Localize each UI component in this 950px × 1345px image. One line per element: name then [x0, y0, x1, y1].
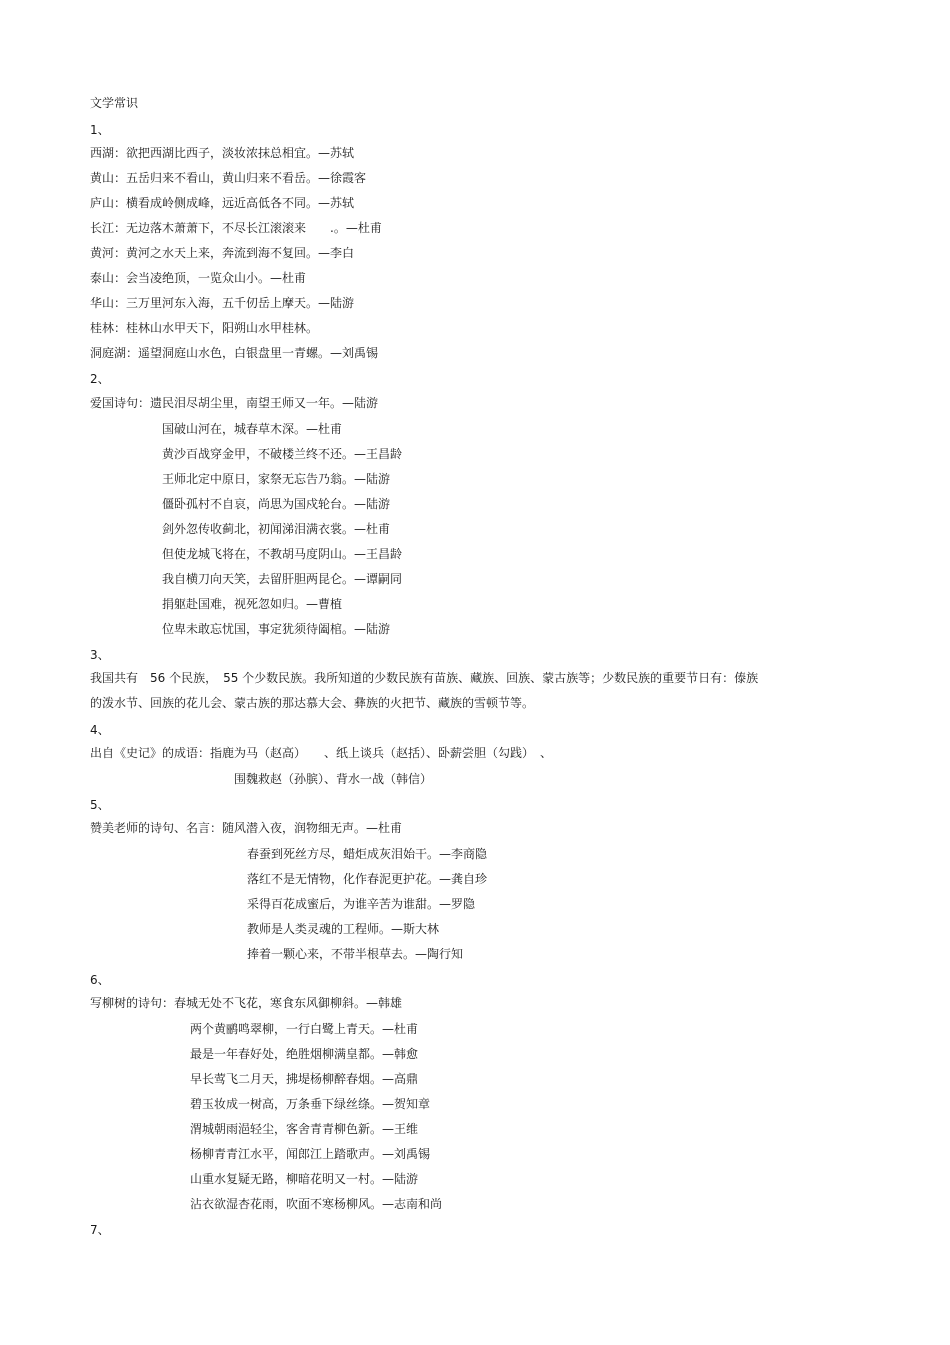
section-number: 4、 [90, 723, 110, 737]
text-line: 的泼水节、回族的花儿会、蒙古族的那达慕大会、彝族的火把节、藏族的雪顿节等。 [90, 696, 535, 710]
section-number: 1、 [90, 123, 110, 137]
text-line: 杨柳青青江水平，闻郎江上踏歌声。—刘禹锡 [190, 1147, 431, 1161]
text-line: 出自《史记》的成语：指鹿为马（赵高） 、纸上谈兵（赵括）、卧薪尝胆（勾践） 、 [90, 746, 553, 760]
text-line: 桂林：桂林山水甲天下，阳朔山水甲桂林。 [90, 321, 319, 335]
text-line: 爱国诗句：遗民泪尽胡尘里，南望王师又一年。—陆游 [90, 396, 379, 410]
text-line: 我国共有 56 个民族， 55 个少数民族。我所知道的少数民族有苗族、藏族、回族、蒙古族等；少数民族的重要节日有：傣族 [90, 671, 759, 685]
text-line: 采得百花成蜜后，为谁辛苦为谁甜。—罗隐 [247, 897, 476, 911]
text-line: 落红不是无情物，化作春泥更护花。—龚自珍 [247, 872, 488, 886]
text-line: 渭城朝雨浥轻尘，客舍青青柳色新。—王维 [190, 1122, 419, 1136]
text-line: 碧玉妆成一树高，万条垂下绿丝绦。—贺知章 [190, 1097, 431, 1111]
text-line: 黄沙百战穿金甲，不破楼兰终不还。—王昌龄 [162, 447, 403, 461]
text-line: 两个黄鹂鸣翠柳，一行白鹭上青天。—杜甫 [190, 1022, 419, 1036]
document-title: 文学常识 [90, 96, 139, 110]
section-number: 2、 [90, 372, 110, 386]
text-line: 山重水复疑无路，柳暗花明又一村。—陆游 [190, 1172, 419, 1186]
text-line: 捐躯赴国难，视死忽如归。—曹植 [162, 597, 343, 611]
section-number: 7、 [90, 1223, 110, 1237]
text-line: 春蚕到死丝方尽，蜡炬成灰泪始干。—李商隐 [247, 847, 488, 861]
text-line: 黄山：五岳归来不看山，黄山归来不看岳。—徐霞客 [90, 171, 367, 185]
text-line: 僵卧孤村不自哀，尚思为国戍轮台。—陆游 [162, 497, 391, 511]
text-line: 写柳树的诗句：春城无处不飞花，寒食东风御柳斜。—韩雄 [90, 996, 403, 1010]
text-line: 长江：无边落木萧萧下，不尽长江滚滚来 .。—杜甫 [90, 221, 382, 235]
text-line: 黄河：黄河之水天上来，奔流到海不复回。—李白 [90, 246, 355, 260]
text-line: 教师是人类灵魂的工程师。—斯大林 [247, 922, 440, 936]
text-line: 泰山：会当凌绝顶，一览众山小。—杜甫 [90, 271, 307, 285]
section-number: 5、 [90, 798, 110, 812]
text-line: 西湖：欲把西湖比西子，淡妆浓抹总相宜。—苏轼 [90, 146, 355, 160]
text-line: 赞美老师的诗句、名言：随风潜入夜，润物细无声。—杜甫 [90, 821, 403, 835]
text-line: 国破山河在，城春草木深。—杜甫 [162, 422, 343, 436]
section-number: 3、 [90, 648, 110, 662]
text-line: 王师北定中原日，家祭无忘告乃翁。—陆游 [162, 472, 391, 486]
text-line: 华山：三万里河东入海，五千仞岳上摩天。—陆游 [90, 296, 355, 310]
text-line: 但使龙城飞将在，不教胡马度阴山。—王昌龄 [162, 547, 403, 561]
text-line: 围魏救赵（孙膑）、背水一战（韩信） [234, 772, 433, 786]
text-line: 早长莺飞二月天，拂堤杨柳醉春烟。—高鼎 [190, 1072, 419, 1086]
text-line: 我自横刀向天笑，去留肝胆两昆仑。—谭嗣同 [162, 572, 403, 586]
text-line: 沾衣欲湿杏花雨，吹面不寒杨柳风。—志南和尚 [190, 1197, 443, 1211]
text-line: 庐山：横看成岭侧成峰，远近高低各不同。—苏轼 [90, 196, 355, 210]
text-line: 最是一年春好处，绝胜烟柳满皇都。—韩愈 [190, 1047, 419, 1061]
text-line: 洞庭湖：遥望洞庭山水色，白银盘里一青螺。—刘禹锡 [90, 346, 379, 360]
text-line: 捧着一颗心来，不带半根草去。—陶行知 [247, 947, 464, 961]
section-number: 6、 [90, 973, 110, 987]
text-line: 剑外忽传收蓟北，初闻涕泪满衣裳。—杜甫 [162, 522, 391, 536]
text-line: 位卑未敢忘忧国，事定犹须待阖棺。—陆游 [162, 622, 391, 636]
